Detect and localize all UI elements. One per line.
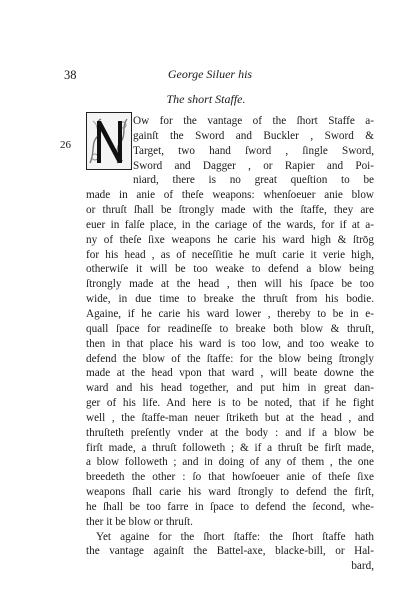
text-line: Target, two hand ſword , ſingle Sword, <box>133 144 374 157</box>
text-line: the vantage againſt the Battel-axe, blacke-bill, or Hal- <box>86 545 374 558</box>
text-line: breedeth the other : ſo that howſoeuer anie of theſe ſixe <box>86 471 374 484</box>
text-line: then in that place his ward is too low, and too weake to <box>86 337 374 350</box>
margin-note: 26 <box>60 139 71 151</box>
text-line: gainſt the Sword and Buckler , Sword & <box>133 129 374 142</box>
text-line: niard, there is no great queſtion to be <box>133 174 374 187</box>
text-line: Ow for the vantage of the ſhort Staffe a- <box>133 115 374 127</box>
text-line: weapons ſhall carie his ward ſtrongly to defend the firſt, <box>86 486 374 499</box>
text-line: ther it be blow or thruſt. <box>86 515 193 528</box>
text-line: he ſhall be too farre in ſpace to defend the ſecond, whe- <box>86 500 374 513</box>
text-line: for his head , as of neceſſitie he muſt carie it verie high, <box>86 248 374 261</box>
text-line: Againe, if he carie his ward lower , thereby to be in e- <box>86 307 374 320</box>
text-line: ger of his life. And here is to be noted, that if he fight <box>86 397 374 410</box>
text-line: otherwiſe it will be too weake to defend a blow being <box>86 263 374 276</box>
section-title: The short Staffe. <box>166 92 246 106</box>
text-line: ſtrongly made at the head , then will his ſpace be too <box>86 278 374 291</box>
text-line: Yet againe for the ſhort ſtaffe: the ſhort ſtaffe hath <box>96 530 374 543</box>
text-line: well , the ſtaffe-man neuer ſtriketh but at the head , and <box>86 411 374 424</box>
catchword: bard, <box>351 560 374 573</box>
text-line: ward and his head together, and put him in great dan- <box>86 382 374 395</box>
text-line: ny of theſe ſixe weapons he carie his ward high & ſtrōg <box>86 233 374 246</box>
body-text <box>86 114 374 574</box>
text-line: wide, in due time to breake the thruſt from his bodie. <box>86 293 374 306</box>
text-line: Sword and Dagger , or Rapier and Poi- <box>133 159 374 172</box>
running-title: George Siluer his <box>167 67 253 81</box>
text-line: made in anie of theſe weapons: whenſoeuer anie blow <box>86 189 374 202</box>
text-line: firſt made, a thruſt followeth ; & if a thruſt be firſt made, <box>86 441 374 454</box>
text-line: made at the head vpon that ward , will beate downe the <box>86 367 374 380</box>
text-line: or thruſt ſhall be ſtrongly made with the ſtaffe, they are <box>86 204 374 217</box>
text-line: defend the blow of the ſtaffe: for the blow being ſtrongly <box>86 352 374 365</box>
text-line: euer in falſe place, in the cariage of the wards, for if at a- <box>86 218 374 231</box>
text-line: a blow followeth ; and in doing of any of them , the one <box>86 456 374 469</box>
text-line: quall ſpace for readineſſe to breake both blow & thruſt, <box>86 322 374 335</box>
page-number: 38 <box>64 68 77 82</box>
text-line: thruſteth preſently vnder at the body : and if a blow be <box>86 426 374 439</box>
